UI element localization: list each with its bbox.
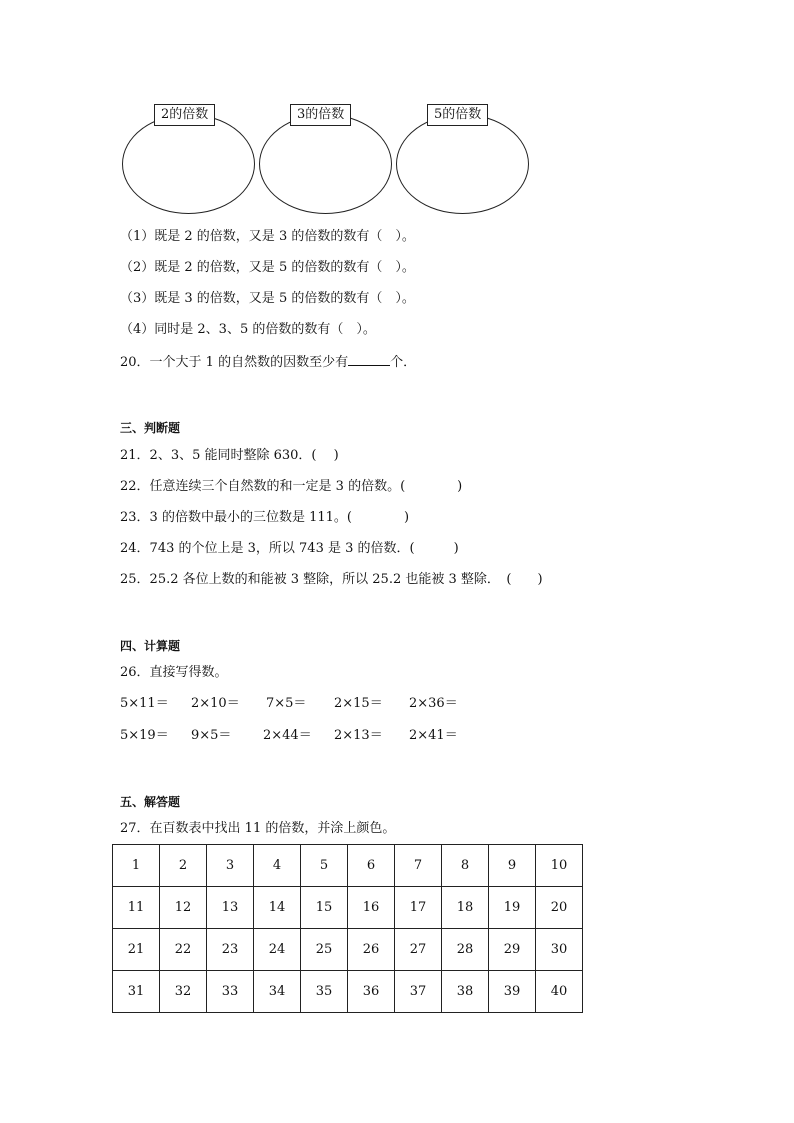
number-cell[interactable]: 21 <box>113 929 160 971</box>
number-cell[interactable]: 23 <box>207 929 254 971</box>
number-cell[interactable]: 13 <box>207 887 254 929</box>
ellipse-label-3: 3的倍数 <box>290 104 351 126</box>
sub-question-2: （2）既是 2 的倍数，又是 5 的倍数的数有（ ）。 <box>120 260 415 275</box>
number-cell[interactable]: 10 <box>536 845 583 887</box>
question-23: 23．3 的倍数中最小的三位数是 111。( ) <box>120 510 410 525</box>
question-20 <box>120 353 416 372</box>
question-21: 21．2、3、5 能同时整除 630．( ) <box>120 448 339 463</box>
table-row <box>113 929 583 971</box>
calc-item: 5×19＝ <box>120 728 169 743</box>
answer-blank[interactable] <box>348 353 390 366</box>
number-cell[interactable]: 30 <box>536 929 583 971</box>
number-cell[interactable]: 20 <box>536 887 583 929</box>
calc-item: 9×5＝ <box>191 728 232 743</box>
question-20-text: 20．一个大于 1 的自然数的因数至少有 <box>120 355 349 370</box>
section-5-heading: 五、解答题 <box>120 795 181 809</box>
number-cell[interactable]: 29 <box>489 929 536 971</box>
number-cell[interactable]: 4 <box>254 845 301 887</box>
ellipse-multiples-of-2 <box>122 114 255 214</box>
calc-item: 2×15＝ <box>334 696 383 711</box>
number-cell[interactable]: 27 <box>395 929 442 971</box>
question-26: 26．直接写得数。 <box>120 665 228 680</box>
number-cell[interactable]: 31 <box>113 971 160 1013</box>
number-cell[interactable]: 12 <box>160 887 207 929</box>
number-cell[interactable]: 28 <box>442 929 489 971</box>
number-cell[interactable]: 19 <box>489 887 536 929</box>
number-cell[interactable]: 35 <box>301 971 348 1013</box>
number-cell[interactable]: 18 <box>442 887 489 929</box>
number-cell[interactable]: 9 <box>489 845 536 887</box>
table-row <box>113 971 583 1013</box>
hundred-chart-table <box>112 844 583 1013</box>
question-20-suffix: 个． <box>390 355 417 370</box>
calc-item: 2×13＝ <box>334 728 383 743</box>
number-cell[interactable]: 40 <box>536 971 583 1013</box>
calc-item: 2×41＝ <box>409 728 458 743</box>
number-cell[interactable]: 25 <box>301 929 348 971</box>
number-cell[interactable]: 26 <box>348 929 395 971</box>
ellipse-label-5: 5的倍数 <box>427 104 488 126</box>
question-22: 22．任意连续三个自然数的和一定是 3 的倍数。( ) <box>120 479 463 494</box>
question-27: 27．在百数表中找出 11 的倍数，并涂上颜色。 <box>120 821 396 836</box>
number-cell[interactable]: 8 <box>442 845 489 887</box>
section-3-heading: 三、判断题 <box>120 421 181 435</box>
number-cell[interactable]: 15 <box>301 887 348 929</box>
number-cell[interactable]: 34 <box>254 971 301 1013</box>
calc-item: 5×11＝ <box>120 696 169 711</box>
ellipse-multiples-of-5 <box>396 114 529 214</box>
number-cell[interactable]: 7 <box>395 845 442 887</box>
question-25: 25．25.2 各位上数的和能被 3 整除，所以 25.2 也能被 3 整除． ( ) <box>120 572 543 587</box>
question-24: 24．743 的个位上是 3，所以 743 是 3 的倍数．( ) <box>120 541 459 556</box>
sub-question-1: （1）既是 2 的倍数，又是 3 的倍数的数有（ ）。 <box>120 229 415 244</box>
table-row <box>113 887 583 929</box>
number-cell[interactable]: 38 <box>442 971 489 1013</box>
number-cell[interactable]: 17 <box>395 887 442 929</box>
number-cell[interactable]: 24 <box>254 929 301 971</box>
number-cell[interactable]: 11 <box>113 887 160 929</box>
number-cell[interactable]: 2 <box>160 845 207 887</box>
number-cell[interactable]: 3 <box>207 845 254 887</box>
number-cell[interactable]: 5 <box>301 845 348 887</box>
calc-item: 7×5＝ <box>266 696 307 711</box>
sub-question-3: （3）既是 3 的倍数，又是 5 的倍数的数有（ ）。 <box>120 291 415 306</box>
calc-item: 2×36＝ <box>409 696 458 711</box>
section-4-heading: 四、计算题 <box>120 639 181 653</box>
number-cell[interactable]: 39 <box>489 971 536 1013</box>
ellipse-label-2: 2的倍数 <box>154 104 215 126</box>
table-row <box>113 845 583 887</box>
number-cell[interactable]: 14 <box>254 887 301 929</box>
number-cell[interactable]: 22 <box>160 929 207 971</box>
number-cell[interactable]: 33 <box>207 971 254 1013</box>
number-cell[interactable]: 32 <box>160 971 207 1013</box>
number-cell[interactable]: 1 <box>113 845 160 887</box>
number-cell[interactable]: 6 <box>348 845 395 887</box>
number-cell[interactable]: 36 <box>348 971 395 1013</box>
sub-question-4: （4）同时是 2、3、5 的倍数的数有（ ）。 <box>120 322 376 337</box>
calc-item: 2×44＝ <box>263 728 312 743</box>
number-cell[interactable]: 37 <box>395 971 442 1013</box>
calc-item: 2×10＝ <box>191 696 240 711</box>
ellipse-multiples-of-3 <box>259 114 392 214</box>
number-cell[interactable]: 16 <box>348 887 395 929</box>
